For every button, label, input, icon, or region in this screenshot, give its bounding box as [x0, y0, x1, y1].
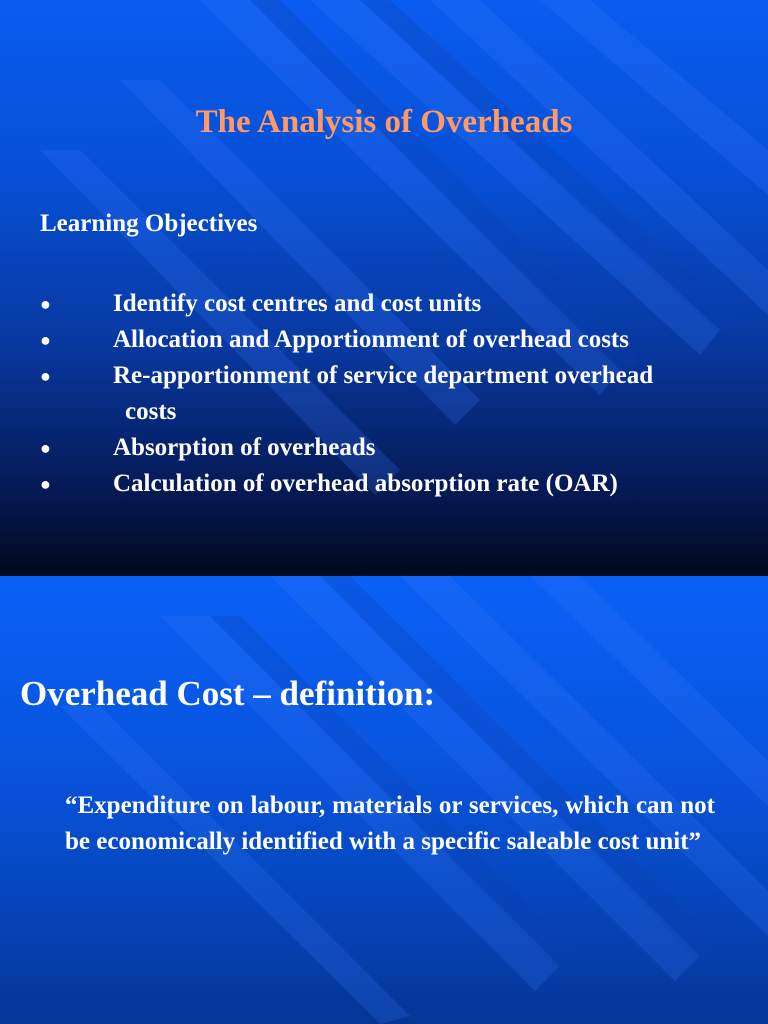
bullet-icon: ●	[40, 474, 51, 494]
list-item	[40, 430, 764, 466]
list-item-text: Calculation of overhead absorption rate (OAR)	[113, 470, 618, 497]
list-item	[40, 466, 764, 502]
learning-objectives-heading: Learning Objectives	[40, 210, 258, 237]
objectives-list	[40, 286, 764, 502]
bullet-icon: ●	[40, 438, 51, 458]
list-item	[40, 286, 764, 322]
bullet-icon: ●	[40, 294, 51, 314]
bullet-icon: ●	[40, 366, 51, 386]
slide-definition	[0, 576, 768, 1024]
list-item	[40, 358, 764, 430]
list-item-text: Allocation and Apportionment of overhead costs	[113, 326, 629, 353]
list-item	[40, 322, 764, 358]
definition-quote: “Expenditure on labour, materials or services, which can not be economically identified with a specific saleable cost unit”	[65, 792, 715, 855]
list-item-text: Re-apportionment of service department overhead	[113, 362, 654, 389]
definition-heading: Overhead Cost – definition:	[20, 674, 436, 713]
slide-title: The Analysis of Overheads	[195, 104, 573, 140]
list-item-text: Absorption of overheads	[113, 434, 376, 461]
bullet-icon: ●	[40, 330, 51, 350]
list-item-continuation: costs	[125, 398, 177, 425]
list-item-text: Identify cost centres and cost units	[113, 290, 482, 317]
